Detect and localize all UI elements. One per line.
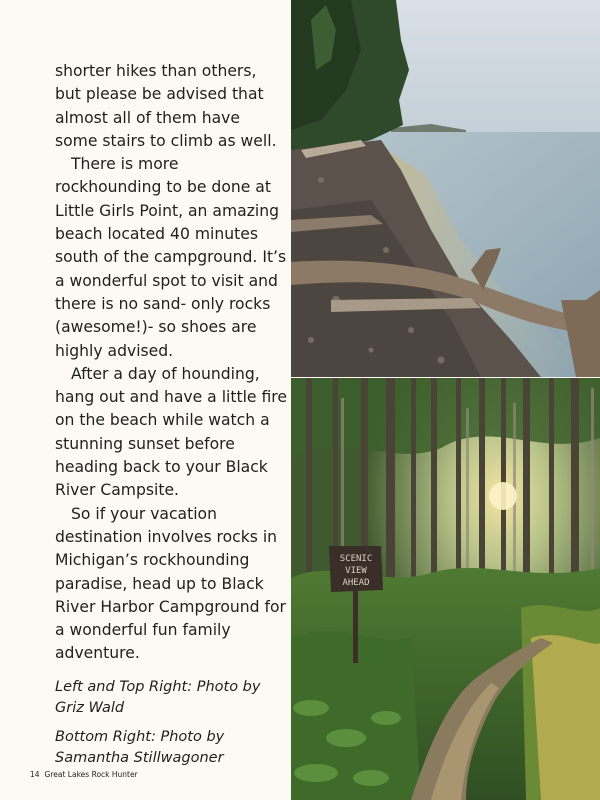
article-paragraph: There is more rockhounding to be done at Little Girls Point, an amazing beach located 40 minutes south of the campground. It’s a wonderful spot to visit and there is no sand- only rocks (awesome!)- so shoes are highly advised. (55, 155, 287, 360)
publication-name: Great Lakes Rock Hunter (44, 770, 138, 779)
text-column (0, 0, 291, 800)
forest-trail-photo (291, 378, 600, 800)
photo-credit-bottom: Bottom Right: Photo by Samantha Stillwagoner (55, 729, 225, 766)
photo-credit-top: Left and Top Right: Photo by Griz Wald (55, 679, 261, 716)
lakeshore-photo (291, 0, 600, 377)
article-paragraph: So if your vacation destination involves rocks in Michigan’s rockhounding paradise, head up to Black River Harbor Campground for a wonderful fun family adventure. (55, 504, 286, 663)
forest-trail-image (291, 378, 600, 800)
page-footer (30, 770, 138, 779)
article-paragraph: shorter hikes than others, but please be advised that almost all of them have some stairs to climb as well. (55, 62, 277, 150)
sign-line-2: VIEW (345, 566, 367, 576)
page-number: 14 (30, 770, 40, 779)
sign-line-1: SCENIC (339, 554, 373, 564)
lakeshore-image (291, 0, 600, 377)
photo-credits (55, 677, 287, 777)
article-body (55, 60, 287, 666)
sign-line-3: AHEAD (342, 578, 370, 588)
article-paragraph: After a day of hounding, hang out and have a little fire on the beach while watch a stunning sunset before heading back to your Black River Campsite. (55, 364, 287, 500)
